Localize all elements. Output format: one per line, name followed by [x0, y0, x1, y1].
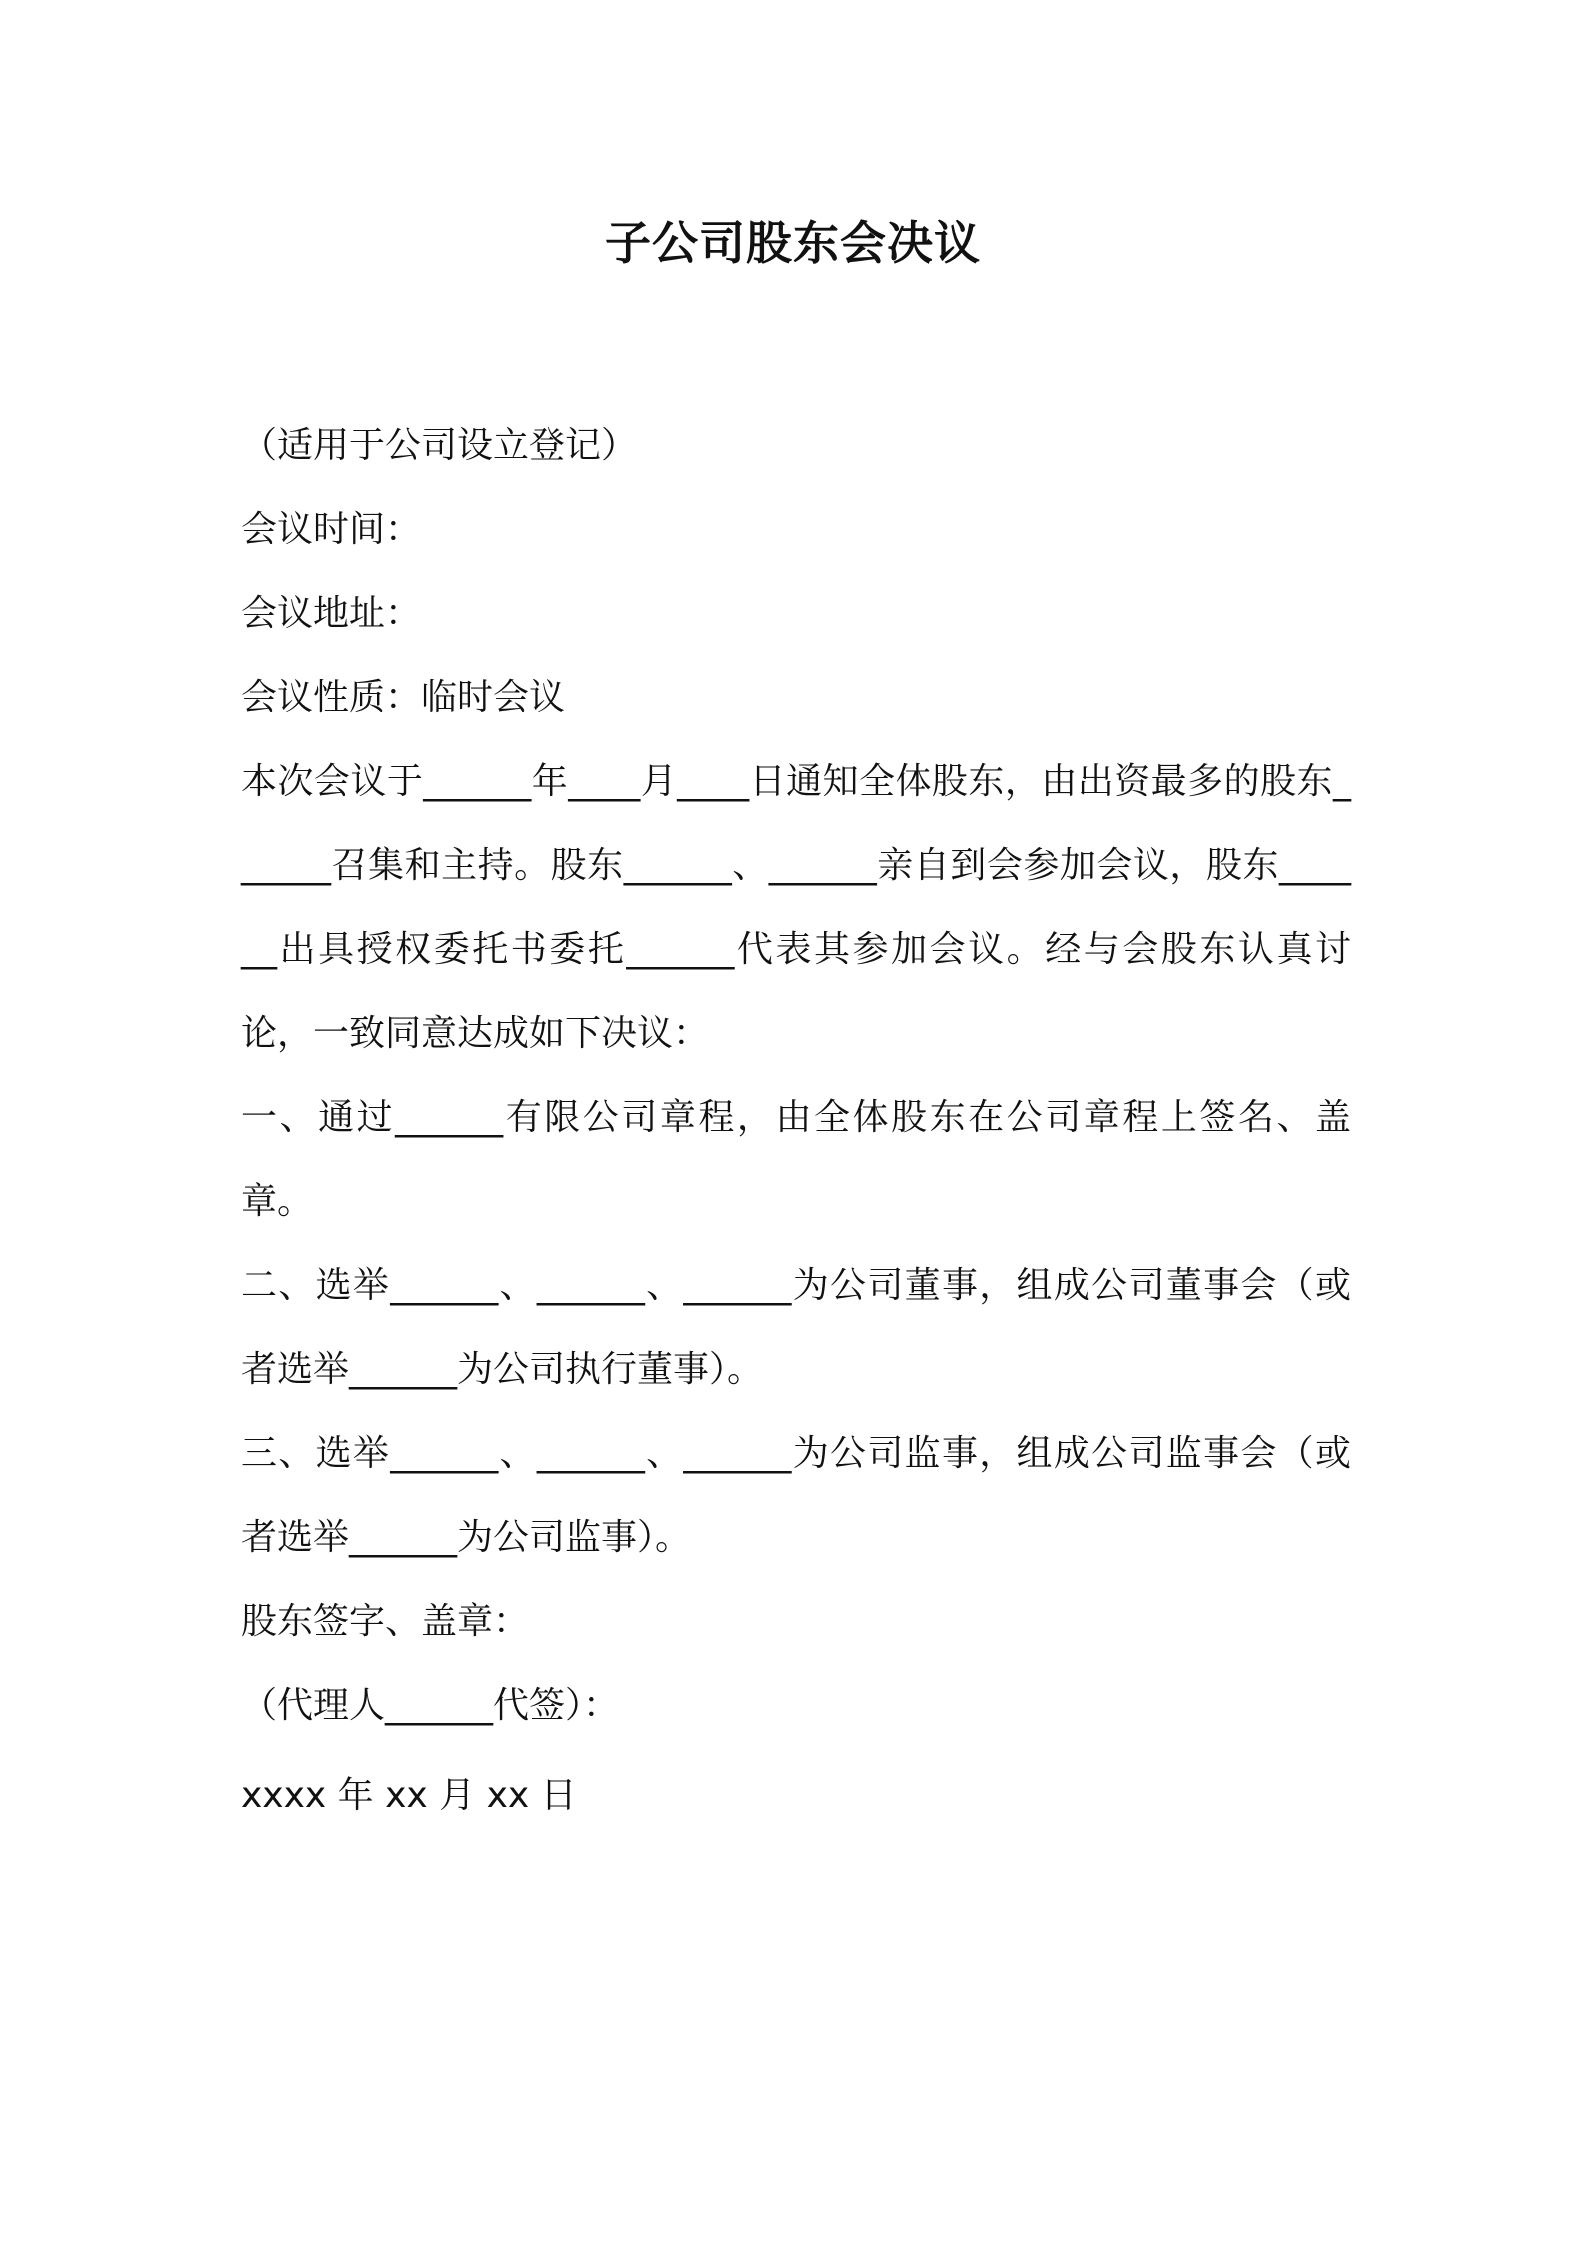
applicability-note: （适用于公司设立登记）: [241, 425, 638, 466]
meeting-description: 本次会议于______年____月____日通知全体股东，由出资最多的股东______召集和主持。股东______、______亲自到会参加会议，股东______出具授权委托书委托______代表其参加会议。经与会股东认真讨论，一致同意达成如下决议：: [241, 761, 1351, 1054]
meeting-time: 会议时间：: [241, 509, 422, 550]
meeting-address: 会议地址：: [241, 593, 422, 634]
document-body: [241, 404, 1351, 1838]
resolution-1: 一、通过______有限公司章程，由全体股东在公司章程上签名、盖章。: [241, 1097, 1351, 1222]
proxy-signature: （代理人______代签）：: [241, 1685, 620, 1726]
document-date: xxxx 年 xx 月 xx 日: [241, 1775, 577, 1816]
resolution-3: 三、选举______、______、______为公司监事，组成公司监事会（或者选举______为公司监事）。: [241, 1433, 1351, 1558]
meeting-nature: 会议性质：临时会议: [241, 677, 566, 718]
document-title: 子公司股东会决议: [605, 216, 981, 270]
shareholder-signature: 股东签字、盖章：: [241, 1601, 530, 1642]
resolution-2: 二、选举______、______、______为公司董事，组成公司董事会（或者选举______为公司执行董事）。: [241, 1265, 1351, 1390]
